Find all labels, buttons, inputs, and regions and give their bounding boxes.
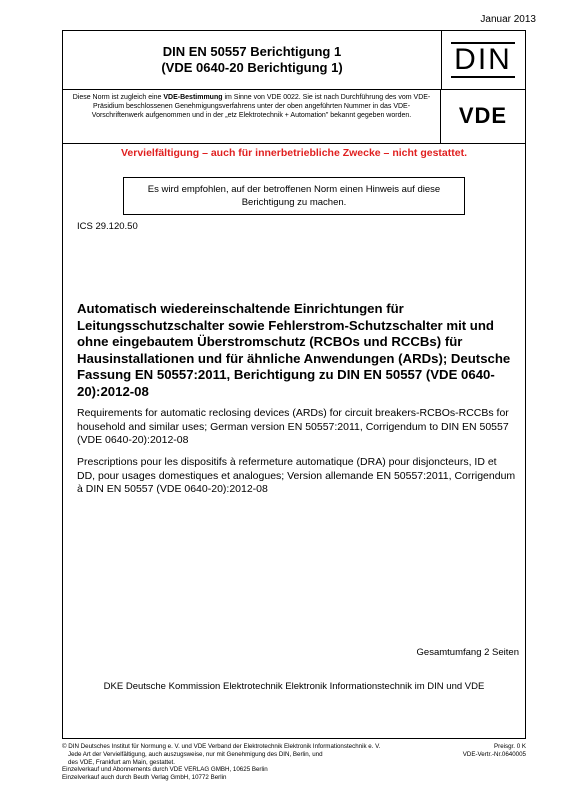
- hint-box: Es wird empfohlen, auf der betroffenen Norm einen Hinweis auf diese Berichtigung zu machen.: [123, 177, 465, 215]
- footer-price: [463, 743, 526, 759]
- vde-row: [63, 89, 525, 144]
- ics-code: ICS 29.120.50: [77, 221, 138, 232]
- title-line-1: DIN EN 50557 Berichtigung 1: [162, 44, 342, 59]
- footer-line-2: Jede Art der Vervielfältigung, auch auszugsweise, nur mit Genehmigung des DIN, Berlin, und: [68, 750, 323, 758]
- reproduction-notice: Vervielfältigung – auch für innerbetriebliche Zwecke – nicht gestattet.: [120, 147, 467, 159]
- vde-note-pre: Diese Norm ist zugleich eine: [72, 94, 164, 101]
- title-english: Requirements for automatic reclosing devices (ARDs) for circuit breakers-RCBOs-RCCBs for household and similar uses; German version EN 50557:2011, Corrigendum to DIN EN 50557 (VDE 0640-20):2012-08: [77, 407, 509, 446]
- title-german: Automatisch wiedereinschaltende Einrichtungen für Leitungsschutzschalter sowie Fehlerstrom-Schutzschalter mit und ohne eingebautem Überstromschutz (RCBOs und RCCBs) für Hausinstallationen und für ähnliche Anwendungen (ARDs); Deutsche Fassung EN 50557:2011, Berichtigung zu DIN EN 50557 (VDE 0640-20):2012-08: [77, 301, 511, 399]
- vde-note: [63, 89, 441, 143]
- footer-legal: [62, 743, 462, 782]
- din-logo-text: DIN: [451, 42, 515, 78]
- order-number: VDE-Vertr.-Nr.0640005: [462, 750, 526, 758]
- footer-line-4: Einzelverkauf und Abonnements durch VDE VERLAG GMBH, 10625 Berlin: [62, 766, 268, 774]
- vde-note-post: im Sinne von VDE 0022. Sie ist nach Durchführung des vom VDE-Präsidium beschlossenen Genehmigungsverfahrens unter der oben angeführten Nummer in das VDE-Vorschriftenwerk aufgenommen und in der „etz Elektrotechnik + Automation" bekannt gegeben worden.: [91, 94, 431, 119]
- page-count: Gesamtumfang 2 Seiten: [416, 647, 519, 658]
- document-title: [63, 31, 442, 89]
- dke-line: DKE Deutsche Kommission Elektrotechnik Elektronik Informationstechnik im DIN und VDE: [103, 681, 485, 692]
- price-group: Preisgr. 0 K: [494, 743, 526, 750]
- title-line-2: (VDE 0640-20 Berichtigung 1): [161, 60, 343, 75]
- header-row: [63, 31, 525, 90]
- footer-line-5: Einzelverkauf auch durch Beuth Verlag GmbH, 10772 Berlin: [62, 774, 227, 782]
- din-logo: [441, 31, 525, 89]
- date-label: Januar 2013: [480, 14, 536, 25]
- footer-line-1: © DIN Deutsches Institut für Normung e. V. und VDE Verband der Elektrotechnik Elektronik Informationstechnik e. V.: [62, 743, 381, 750]
- footer-line-3: des VDE, Frankfurt am Main, gestattet.: [68, 758, 175, 766]
- document-frame: [62, 30, 526, 739]
- vde-note-bold: VDE-Bestimmung: [163, 94, 223, 101]
- title-french: Prescriptions pour les dispositifs à refermeture automatique (DRA) pour disjoncteurs, ID et DD, pour usages domestiques et analogues; Version allemande EN 50557:2011, Corrigendum à DIN EN 50557 (VDE 0640-20):2012-08: [77, 456, 516, 495]
- vde-logo: VDE: [458, 103, 508, 128]
